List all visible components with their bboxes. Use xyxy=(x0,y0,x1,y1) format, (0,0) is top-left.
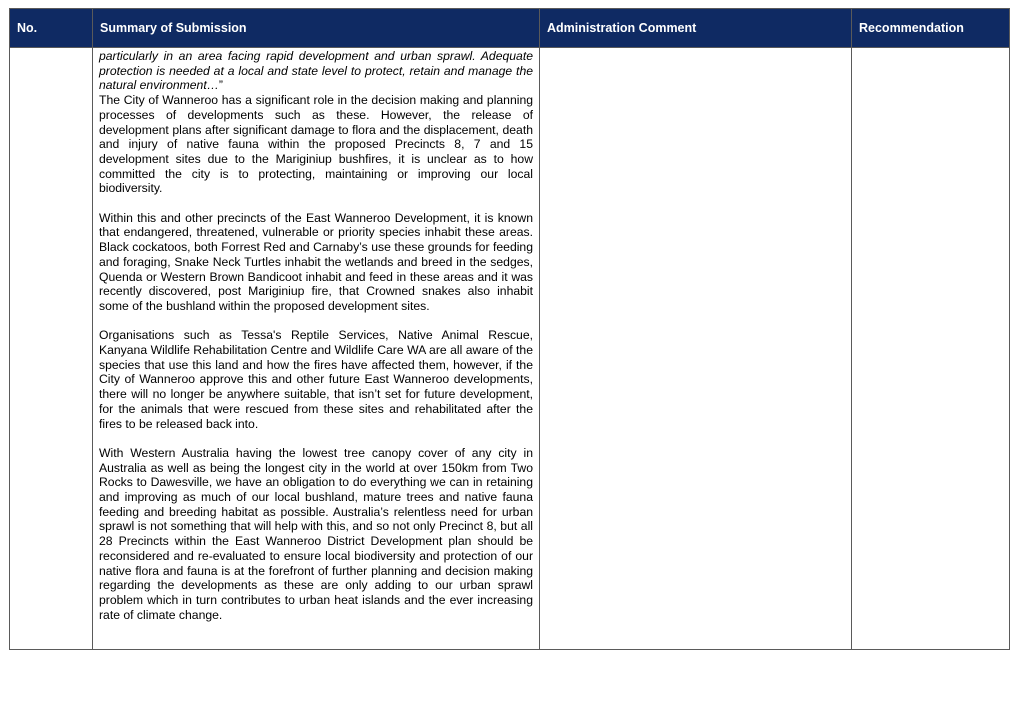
summary-paragraph-2: Within this and other precincts of the East Wanneroo Development, it is known that endangered, threatened, vulnerable or priority species inhabit these areas. Black cockatoos, both Forrest Red and Carnaby’s use these grounds for feeding and foraging, Snake Neck Turtles inhabit the wetlands and breed in the sedges, Quenda or Western Brown Bandicoot inhabit and feed in these areas and it was recently discovered, post Mariginiup fire, that Crowned snakes also inhabit some of the bushland within the proposed development sites. xyxy=(99,210,533,313)
cell-admin-comment xyxy=(540,48,852,650)
summary-quote xyxy=(99,49,533,93)
header-summary: Summary of Submission xyxy=(93,9,540,48)
header-recommendation: Recommendation xyxy=(852,9,1010,48)
summary-quote-italic: particularly in an area facing rapid development and urban sprawl. Adequate protection is needed at a local and state level to protect, retain and manage the natural environment… xyxy=(99,49,533,93)
table-row xyxy=(10,48,1010,650)
summary-paragraph-4: With Western Australia having the lowest tree canopy cover of any city in Australia as well as being the longest city in the world at over 150km from Two Rocks to Dawesville, we have an obligation to do everything we can in retaining and improving as much of our local bushland, mature trees and native fauna feeding and breeding habitat as possible. Australia’s relentless need for urban sprawl is not something that will help with this, and so not only Precinct 8, but all 28 Precincts within the East Wanneroo District Development plan should be reconsidered and re-evaluated to ensure local biodiversity and protection of our native flora and fauna is at the forefront of further planning and decision making regarding the developments as these are only adding to our urban sprawl problem which in turn contributes to urban heat islands and the ever increasing rate of climate change. xyxy=(99,445,533,622)
submissions-table xyxy=(9,8,1010,650)
summary-paragraph-1: The City of Wanneroo has a significant role in the decision making and planning processes of developments such as these. However, the release of development plans after significant damage to flora and the displacement, death and injury of native fauna within the proposed Precincts 8, 7 and 15 development sites due to the Mariginiup bushfires, it is unclear as to how committed the city is to protecting, maintaining or improving our local biodiversity. xyxy=(99,93,533,196)
summary-paragraph-3: Organisations such as Tessa's Reptile Services, Native Animal Rescue, Kanyana Wildlife Rehabilitation Centre and Wildlife Care WA are all aware of the species that use this land and how the fires have affected them, however, if the City of Wanneroo approve this and other future East Wanneroo developments, there will no longer be anywhere suitable, that isn’t set for future development, for the animals that were rescued from these sites and rehabilitated after the fires to be released back into. xyxy=(99,328,533,431)
cell-recommendation xyxy=(852,48,1010,650)
header-admin-comment: Administration Comment xyxy=(540,9,852,48)
summary-quote-close: ” xyxy=(218,78,223,93)
table-header-row xyxy=(10,9,1010,48)
summary-text xyxy=(93,48,539,622)
cell-no xyxy=(10,48,93,650)
cell-summary xyxy=(93,48,540,650)
header-no: No. xyxy=(10,9,93,48)
